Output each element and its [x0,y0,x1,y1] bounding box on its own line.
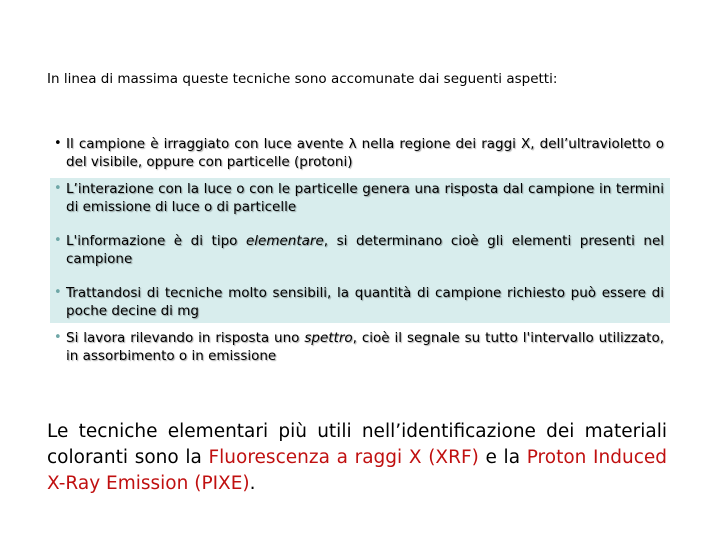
bullet-item-spectrum [50,327,670,368]
bullet-text: Trattandosi di tecniche molto sensibili, la quantità di campione richiesto può essere di poche decine di mg [66,285,664,319]
divider [50,271,670,282]
divider [50,219,670,230]
bullet-list [50,133,670,368]
bullet-text-after: , si determinano cioè gli elementi presenti nel campione [66,233,664,267]
bullet-item-sensitivity [50,282,670,323]
bullet-text [66,232,664,268]
bullet-marker: • [54,136,62,151]
paragraph-text-end: . [249,473,256,494]
bullet-marker: • [54,285,62,300]
bullet-item-irradiation [50,133,670,174]
bullet-marker: • [54,181,62,196]
pixe-highlight: Proton Induced X-Ray Emission (PIXE) [47,447,667,494]
bullet-marker: • [54,233,62,248]
intro-line: In linea di massima queste tecniche sono accomunate dai seguenti aspetti: [47,71,558,87]
bullet-text-before: L'informazione è di tipo [66,233,246,249]
xrf-highlight: Fluorescenza a raggi X (XRF) [208,447,479,468]
bullet-text-before: Si lavora rilevando in risposta uno [66,330,305,346]
bullet-text: Il campione è irraggiato con luce avente λ nella regione dei raggi X, dell’ultravioletto o del visibile, oppure con particelle (protoni) [66,136,664,170]
bullet-item-elemental [50,230,670,271]
bullet-item-interaction [50,178,670,219]
paragraph-text: Le tecniche elementari più utili nell’identificazione dei materiali coloranti sono la [47,421,667,468]
bullet-marker: • [54,330,62,345]
bullet-text [66,329,664,365]
bullet-text-after: , cioè il segnale su tutto l'intervallo utilizzato, in assorbimento o in emissione [66,330,665,364]
conclusion-paragraph [47,419,667,497]
bullet-text-emphasis: spettro [304,330,353,346]
bullet-text-emphasis: elementare [245,233,324,249]
highlighted-block [50,178,670,323]
bullet-text: L’interazione con la luce o con le particelle genera una risposta dal campione in termini di emissione di luce o di particelle [66,181,664,215]
paragraph-text-connector: e la [478,447,527,468]
